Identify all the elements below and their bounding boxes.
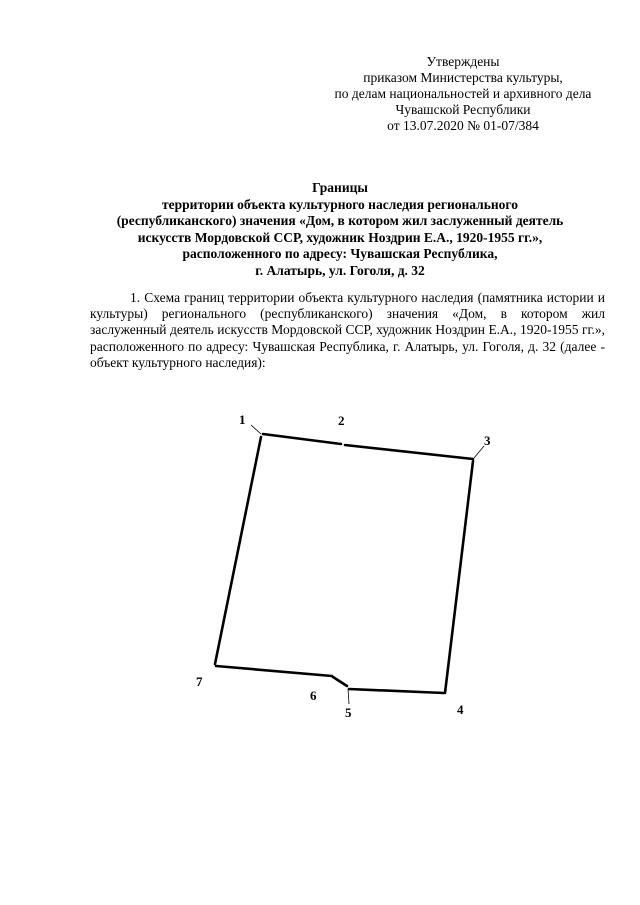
point-label-3: 3 [484, 433, 491, 448]
approval-block [318, 54, 608, 134]
approval-line-5: от 13.07.2020 № 01-07/384 [387, 118, 539, 133]
approval-line-2: приказом Министерства культуры, [363, 70, 563, 85]
document-title [60, 180, 620, 279]
boundary-lines [215, 434, 473, 693]
title-line-5: расположенного по адресу: Чувашская Республика, [182, 246, 498, 261]
approval-line-3: по делам национальностей и архивного дела [334, 86, 592, 101]
leader-point-1 [251, 425, 261, 434]
approval-line-4: Чувашской Республики [395, 102, 531, 117]
point-labels [196, 412, 491, 720]
boundary-segment-1-2 [263, 434, 341, 444]
boundary-segment-4-5 [349, 689, 444, 693]
point-label-5: 5 [345, 705, 352, 720]
boundary-segment-2-3 [345, 445, 473, 459]
leader-lines [251, 425, 484, 704]
scheme-description-paragraph: 1. Схема границ территории объекта культурного наследия (памятника истории и культуры) регионального (республиканского) значения «Дом, в котором жил заслуженный деятель искусств Мордовской ССР, художник Ноздрин Е.А., 1920-1955 гг.», расположенного по адресу: Чувашская Республика, г. Алатырь, ул. Гоголя, д. 32 (далее - объект культурного наследия): [90, 290, 605, 370]
title-line-1: Границы [312, 180, 368, 195]
boundary-segment-6-7 [216, 666, 332, 676]
boundary-segment-3-4 [445, 461, 473, 693]
leader-point-5 [348, 689, 349, 704]
boundary-segment-5-6 [333, 677, 347, 686]
title-line-4: искусств Мордовской ССР, художник Ноздрин Е.А., 1920-1955 гг.», [137, 229, 543, 245]
title-line-6: г. Алатырь, ул. Гоголя, д. 32 [255, 262, 425, 278]
point-label-7: 7 [196, 674, 203, 689]
point-label-1: 1 [239, 412, 246, 427]
point-label-2: 2 [338, 413, 345, 428]
point-label-6: 6 [310, 688, 317, 703]
point-label-4: 4 [457, 702, 464, 717]
approval-line-1: Утверждены [426, 54, 500, 69]
boundary-segment-7-1 [215, 437, 261, 664]
title-line-2: территории объекта культурного наследия регионального [162, 196, 518, 212]
leader-point-3 [474, 446, 484, 458]
title-line-3: (республиканского) значения «Дом, в котором жил заслуженный деятель [116, 213, 564, 228]
